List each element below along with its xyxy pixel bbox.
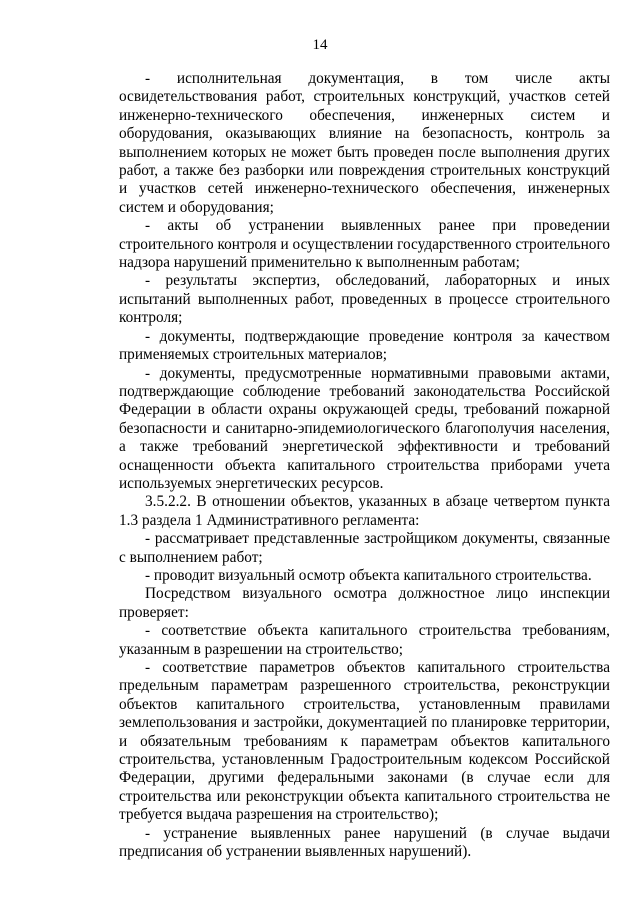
paragraph-reviews-documents: - рассматривает представленные застройщиком документы, связанные с выполнением работ; [119,530,610,566]
paragraph-section-3-5-2-2: 3.5.2.2. В отношении объектов, указанных в абзаце четвертом пункта 1.3 раздела 1 Административного регламента: [119,493,610,529]
document-body [119,70,610,861]
page-number: 14 [312,37,328,53]
paragraph-regulatory-documents: - документы, предусмотренные нормативными правовыми актами, подтверждающие соблюдение требований законодательства Российской Федерации в области охраны окружающей среды, требований пожарной безопасности и санитарно-эпидемиологического благополучия населения, а также требований энергетической эффективности и требований оснащенности объекта капитального строительства приборами учета используемых энергетических ресурсов. [119,364,610,492]
paragraph-inspector-checks: Посредством визуального осмотра должностное лицо инспекции проверяет: [119,585,610,621]
paragraph-executive-documentation: - исполнительная документация, в том числе акты освидетельствования работ, строительных конструкций, участков сетей инженерно-технического обеспечения, инженерных систем и оборудования, оказывающих влияние на безопасность, контроль за выполнением которых не может быть проведен после выполнения других работ, а также без разборки или повреждения строительных конструкций и участков сетей инженерно-технического обеспечения, инженерных систем и оборудования; [119,70,610,216]
paragraph-visual-inspection: - проводит визуальный осмотр объекта капитального строительства. [145,566,592,584]
paragraph-violation-acts: - акты об устранении выявленных ранее при проведении строительного контроля и осуществлении государственного строительного надзора нарушений применительно к выполненным работам; [119,217,610,272]
paragraph-expertise-results: - результаты экспертиз, обследований, лабораторных и иных испытаний выполненных работ, проведенных в процессе строительного контроля; [119,272,610,327]
paragraph-materials-control: - документы, подтверждающие проведение контроля за качеством применяемых строительных материалов; [119,327,610,364]
paragraph-violations-elimination: - устранение выявленных ранее нарушений (в случае выдачи предписания об устранении выявленных нарушений). [119,824,610,861]
paragraph-parameters-compliance: - соответствие параметров объектов капитального строительства предельным параметрам разрешенного строительства, реконструкции объектов капитального строительства, установленным правилами землепользования и застройки, документацией по планировке территории, и обязательным требованиям к параметрам объектов капитального строительства, установленным Градостроительным кодексом Российской Федерации, другими федеральными законами (в случае если для строительства или реконструкции объекта капитального строительства не требуется выдача разрешения на строительство); [119,659,610,824]
paragraph-permit-compliance: - соответствие объекта капитального строительства требованиям, указанным в разрешении на строительство; [119,622,610,658]
